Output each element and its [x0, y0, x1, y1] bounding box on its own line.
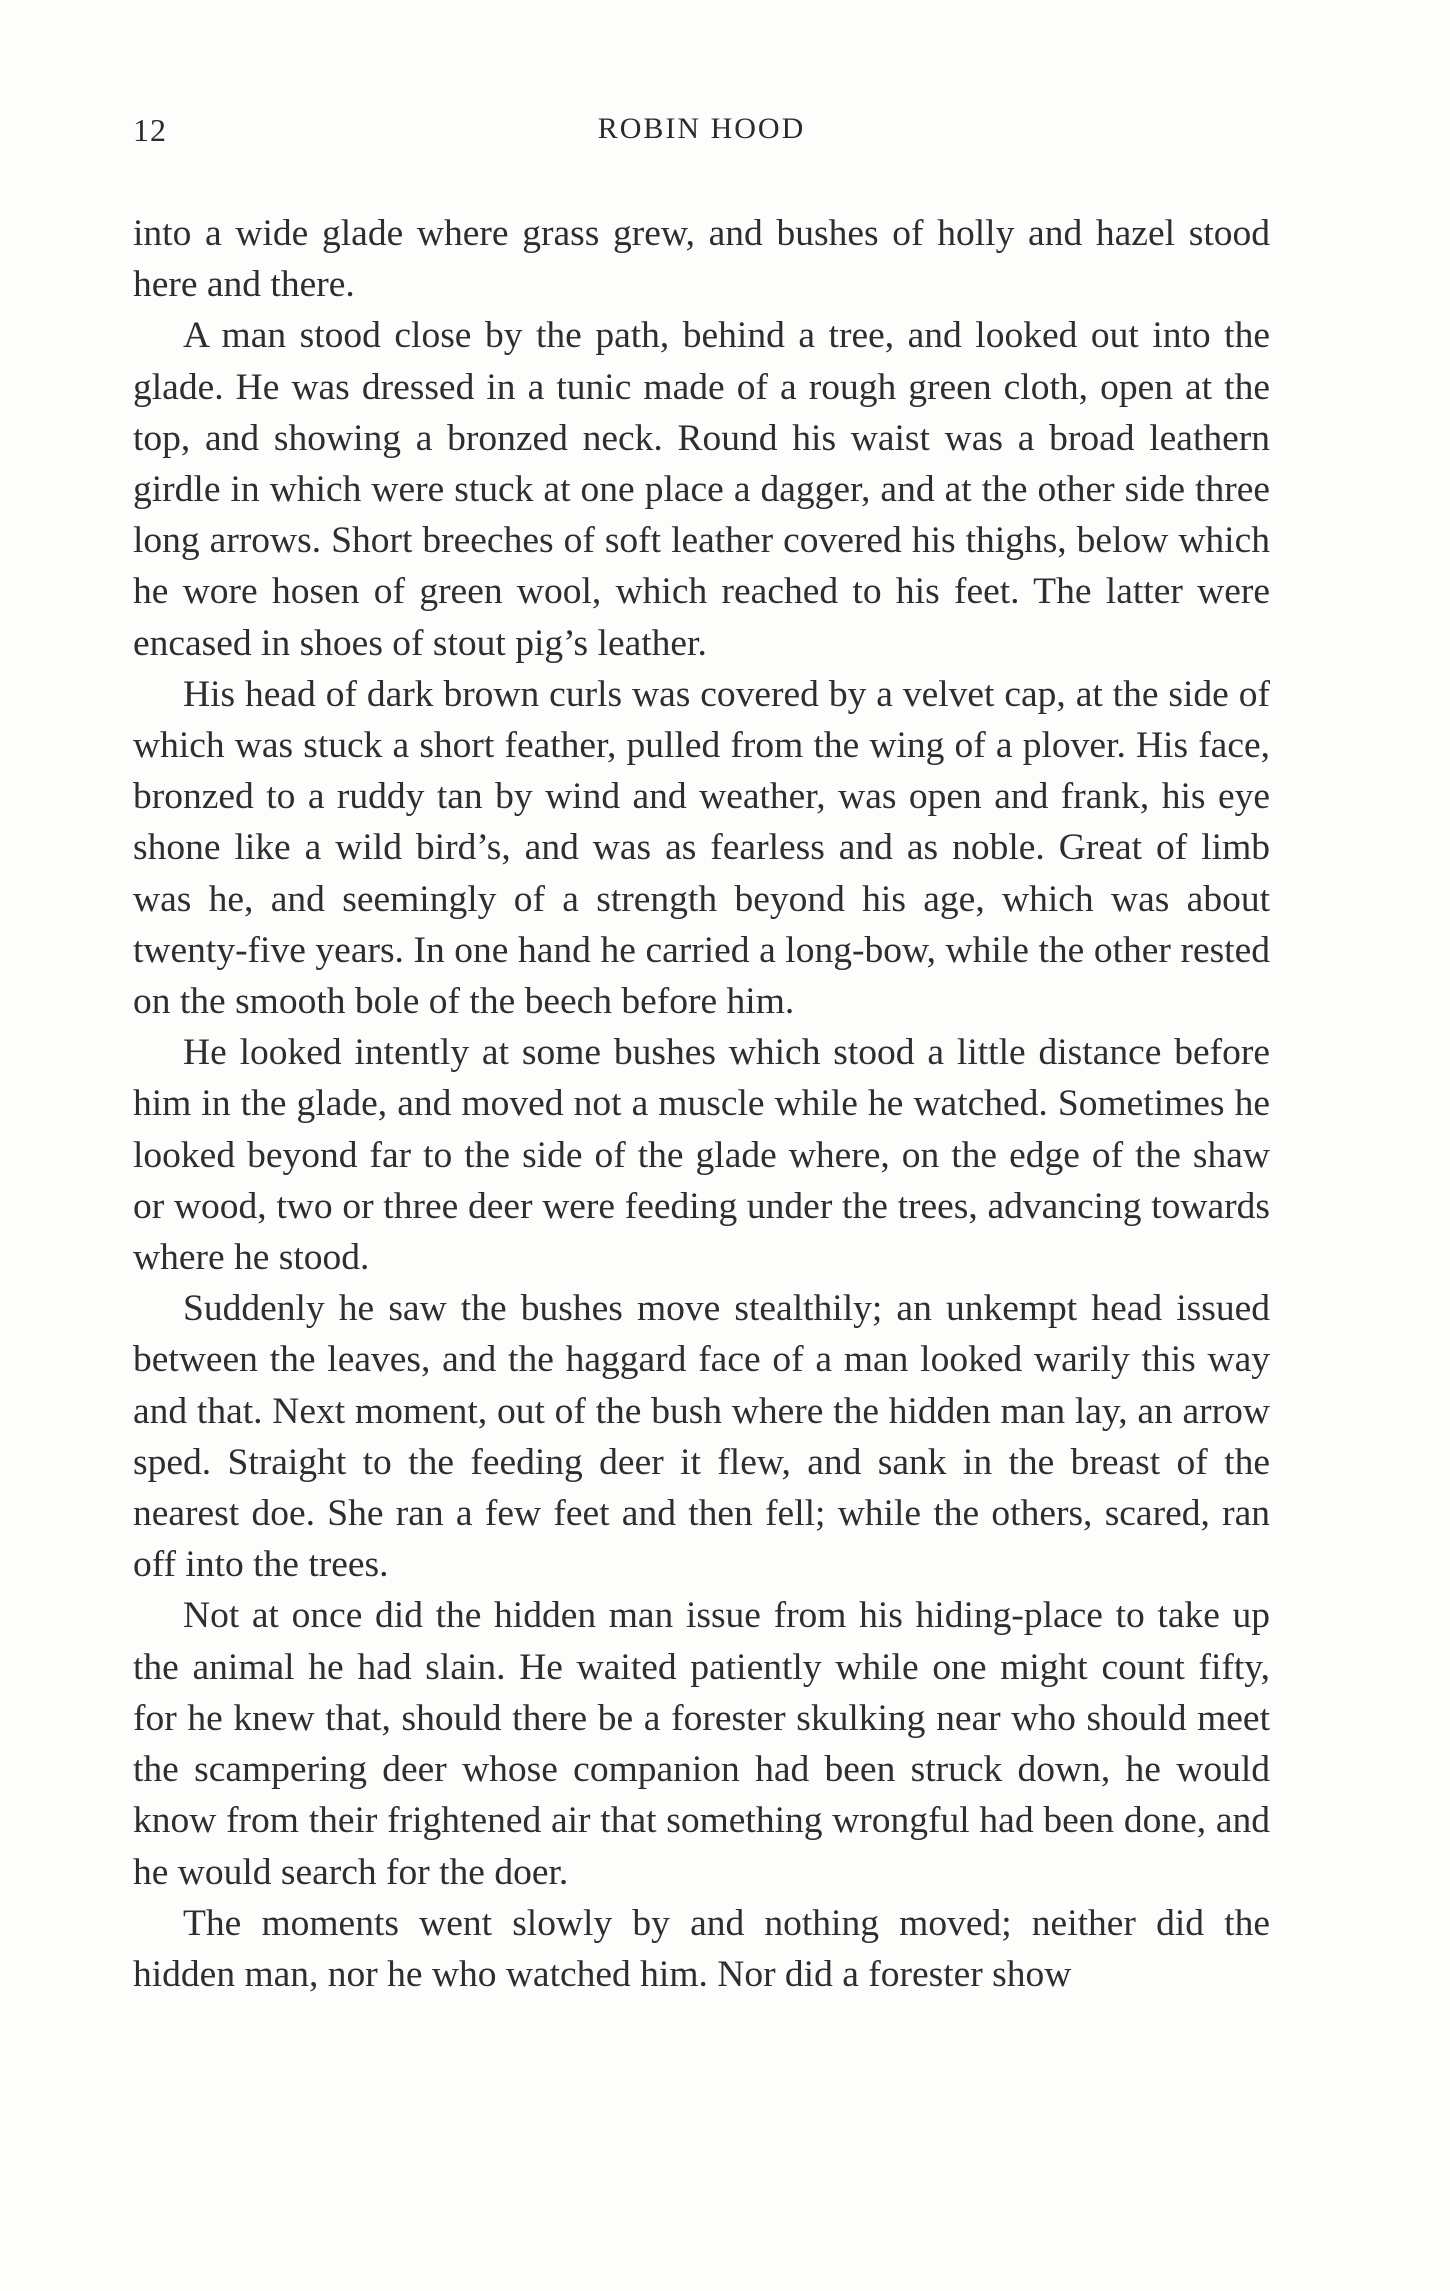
- paragraph: Suddenly he saw the bushes move stealthily; an unkempt head issued between the leaves, and the haggard face of a man looked warily this way and that. Next moment, out of the bush where the hidden man lay, an arrow sped. Straight to the feeding deer it flew, and sank in the breast of the nearest doe. She ran a few feet and then fell; while the others, scared, ran off into the trees.: [133, 1288, 1270, 1586]
- paragraph: A man stood close by the path, behind a tree, and looked out into the glade. He was dressed in a tunic made of a rough green cloth, open at the top, and showing a bronzed neck. Round his waist was a broad leathern girdle in which were stuck at one place a dagger, and at the other side three long arrows. Short breeches of soft leather covered his thighs, below which he wore hosen of green wool, which reached to his feet. The latter were encased in shoes of stout pig’s leather.: [133, 315, 1270, 664]
- body-text: [133, 208, 1270, 2000]
- book-title: ROBIN HOOD: [597, 112, 806, 145]
- paragraph: The moments went slowly by and nothing moved; neither did the hidden man, nor he who watched him. Nor did a forester show: [133, 1902, 1270, 1995]
- page-number: 12: [133, 112, 167, 148]
- paragraph: Not at once did the hidden man issue from his hiding-place to take up the animal he had slain. He waited patiently while one might count fifty, for he knew that, should there be a forester skulking near who should meet the scampering deer whose companion had been struck down, he would know from their frightened air that something wrongful had been done, and he would search for the doer.: [133, 1595, 1270, 1893]
- paragraph: He looked intently at some bushes which stood a little distance before him in the glade, and moved not a muscle while he watched. Sometimes he looked beyond far to the side of the glade where, on the edge of the shaw or wood, two or three deer were feeding under the trees, advancing towards where he stood.: [133, 1032, 1270, 1279]
- paragraph-continued: into a wide glade where grass grew, and bushes of holly and hazel stood here and there.: [133, 213, 1270, 306]
- running-head: [133, 112, 1270, 158]
- paragraph: His head of dark brown curls was covered by a velvet cap, at the side of which was stuck a short feather, pulled from the wing of a plover. His face, bronzed to a ruddy tan by wind and weather, was open and frank, his eye shone like a wild bird’s, and was as fearless and as noble. Great of limb was he, and seemingly of a strength beyond his age, which was about twenty-five years. In one hand he carried a long-bow, while the other rested on the smooth bole of the beech before him.: [133, 673, 1270, 1023]
